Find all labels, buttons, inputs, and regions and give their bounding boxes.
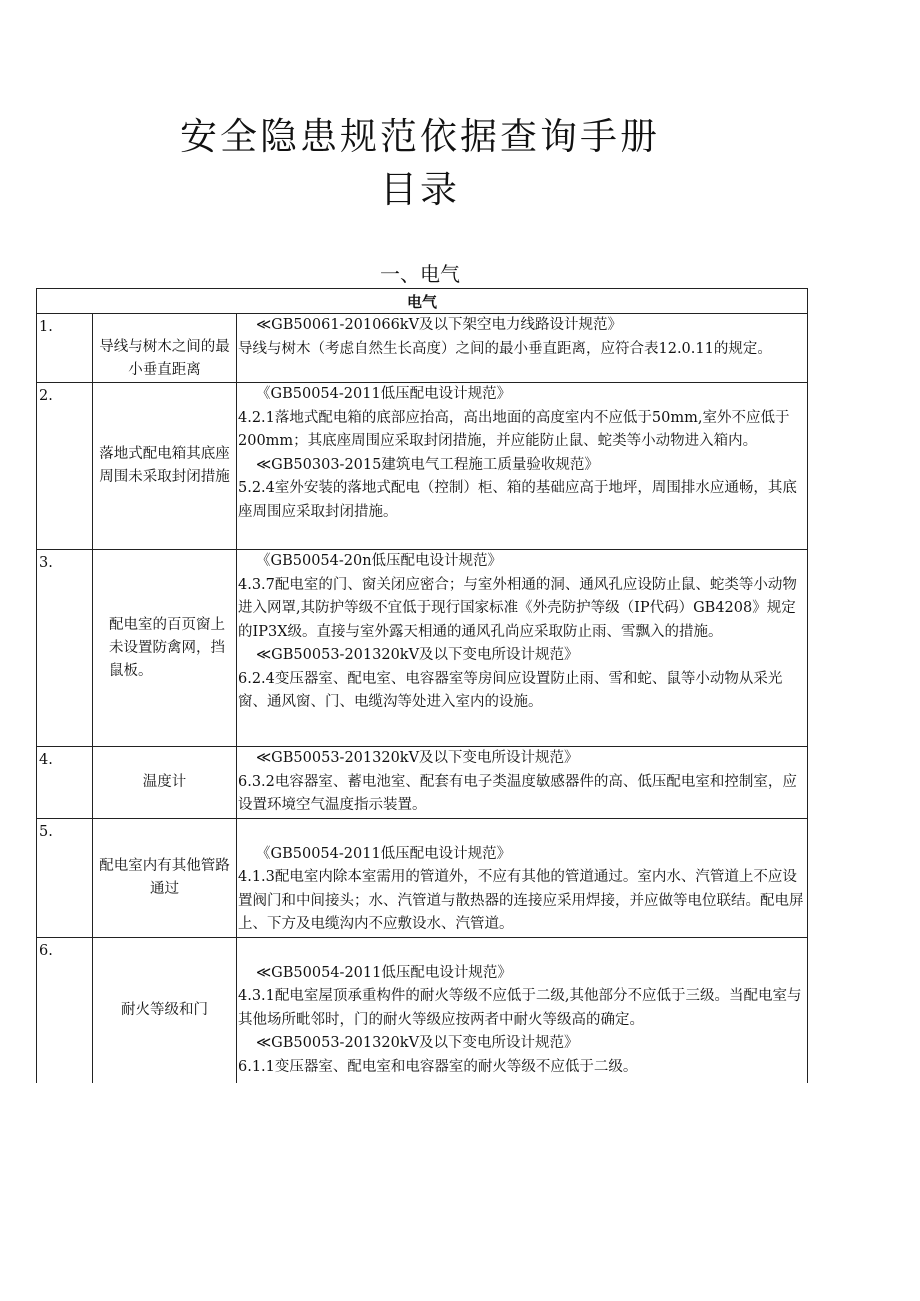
row-item-name: 配电室的百页窗上未设置防禽网，挡鼠板。	[93, 550, 237, 747]
section-heading: 一、电气	[380, 262, 460, 286]
clause-text: 6.2.4变压器室、配电室、电容器室等房间应设置防止雨、雪和蛇、鼠等小动物从采光窗、通风窗、门、电缆沟等处进入室内的设施。	[238, 670, 783, 710]
regulation-table	[36, 288, 808, 1083]
row-number: 3.	[37, 550, 93, 747]
row-content	[237, 818, 808, 937]
clause-text: 导线与树木（考虑自然生长高度）之间的最小垂直距离，应符合表12.0.11的规定。	[238, 340, 772, 357]
row-number: 5.	[37, 818, 93, 937]
table-row	[37, 747, 808, 819]
standard-title: ≪GB50053-201320kV及以下变电所设计规范》	[256, 750, 579, 766]
document-title: 安全隐患规范依据查询手册	[180, 115, 660, 158]
clause-text: 6.1.1变压器室、配电室和电容器室的耐火等级不应低于二级。	[238, 1058, 638, 1075]
table-row	[37, 818, 808, 937]
table-row	[37, 383, 808, 550]
standard-title: 《GB50054-2011低压配电设计规范》	[256, 386, 512, 402]
row-item-name: 耐火等级和门	[93, 937, 237, 1083]
clause-text: 4.1.3配电室内除本室需用的管道外，不应有其他的管道通过。室内水、汽管道上不应设置阀门和中间接头；水、汽管道与散热器的连接应采用焊接，并应做等电位联结。配电屏上、下方及电缆沟内不应敷设水、汽管道。	[238, 869, 804, 932]
row-content	[237, 314, 808, 383]
row-number: 6.	[37, 937, 93, 1083]
row-content	[237, 747, 808, 819]
row-number: 4.	[37, 747, 93, 819]
clause-text: 6.3.2电容器室、蓄电池室、配套有电子类温度敏感器件的高、低压配电室和控制室，应设置环境空气温度指示装置。	[238, 773, 797, 813]
standard-title: ≪GB50053-201320kV及以下变电所设计规范》	[256, 1035, 579, 1051]
standard-title: ≪GB50053-201320kV及以下变电所设计规范》	[256, 647, 579, 663]
row-item-name: 落地式配电箱其底座周围未采取封闭措施	[93, 383, 237, 550]
table-row	[37, 937, 808, 1083]
clause-text: 4.2.1落地式配电箱的底部应抬高，高出地面的高度室内不应低于50mm,室外不应低于200mm；其底座周围应采取封闭措施，并应能防止鼠、蛇类等小动物进入箱内。	[238, 409, 790, 449]
row-number: 1.	[37, 314, 93, 383]
row-item-name: 温度计	[93, 747, 237, 819]
clause-text: 4.3.1配电室屋顶承重构件的耐火等级不应低于二级,其他部分不应低于三级。当配电室与其他场所毗邻时，门的耐火等级应按两者中耐火等级高的确定。	[238, 988, 802, 1028]
standard-title: ≪GB50303-2015建筑电气工程施工质量验收规范》	[256, 456, 599, 473]
table-header: 电气	[37, 289, 808, 314]
clause-text: 5.2.4室外安装的落地式配电（控制）柜、箱的基础应高于地坪，周围排水应通畅，其底座周围应采取封闭措施。	[238, 480, 797, 520]
standard-title: ≪GB50054-2011低压配电设计规范》	[256, 964, 512, 981]
row-item-name: 导线与树木之间的最小垂直距离	[93, 314, 237, 383]
standard-title: 《GB50054-20n低压配电设计规范》	[256, 553, 503, 569]
row-number: 2.	[37, 383, 93, 550]
table-row	[37, 314, 808, 383]
table-row	[37, 550, 808, 747]
row-content	[237, 550, 808, 747]
row-item-name: 配电室内有其他管路通过	[93, 818, 237, 937]
table-header-row	[37, 289, 808, 314]
row-content	[237, 383, 808, 550]
row-content	[237, 937, 808, 1083]
document-subtitle: 目录	[380, 168, 460, 211]
standard-title: 《GB50054-2011低压配电设计规范》	[256, 845, 512, 862]
standard-title: ≪GB50061-201066kV及以下架空电力线路设计规范》	[256, 317, 623, 333]
clause-text: 4.3.7配电室的门、窗关闭应密合；与室外相通的洞、通风孔应设防止鼠、蛇类等小动物进入网罩,其防护等级不宜低于现行国家标准《外壳防护等级（IP代码）GB4208》规定的IP3X级。直接与室外露天相通的通风孔尚应采取防止雨、雪飘入的措施。	[238, 576, 797, 640]
